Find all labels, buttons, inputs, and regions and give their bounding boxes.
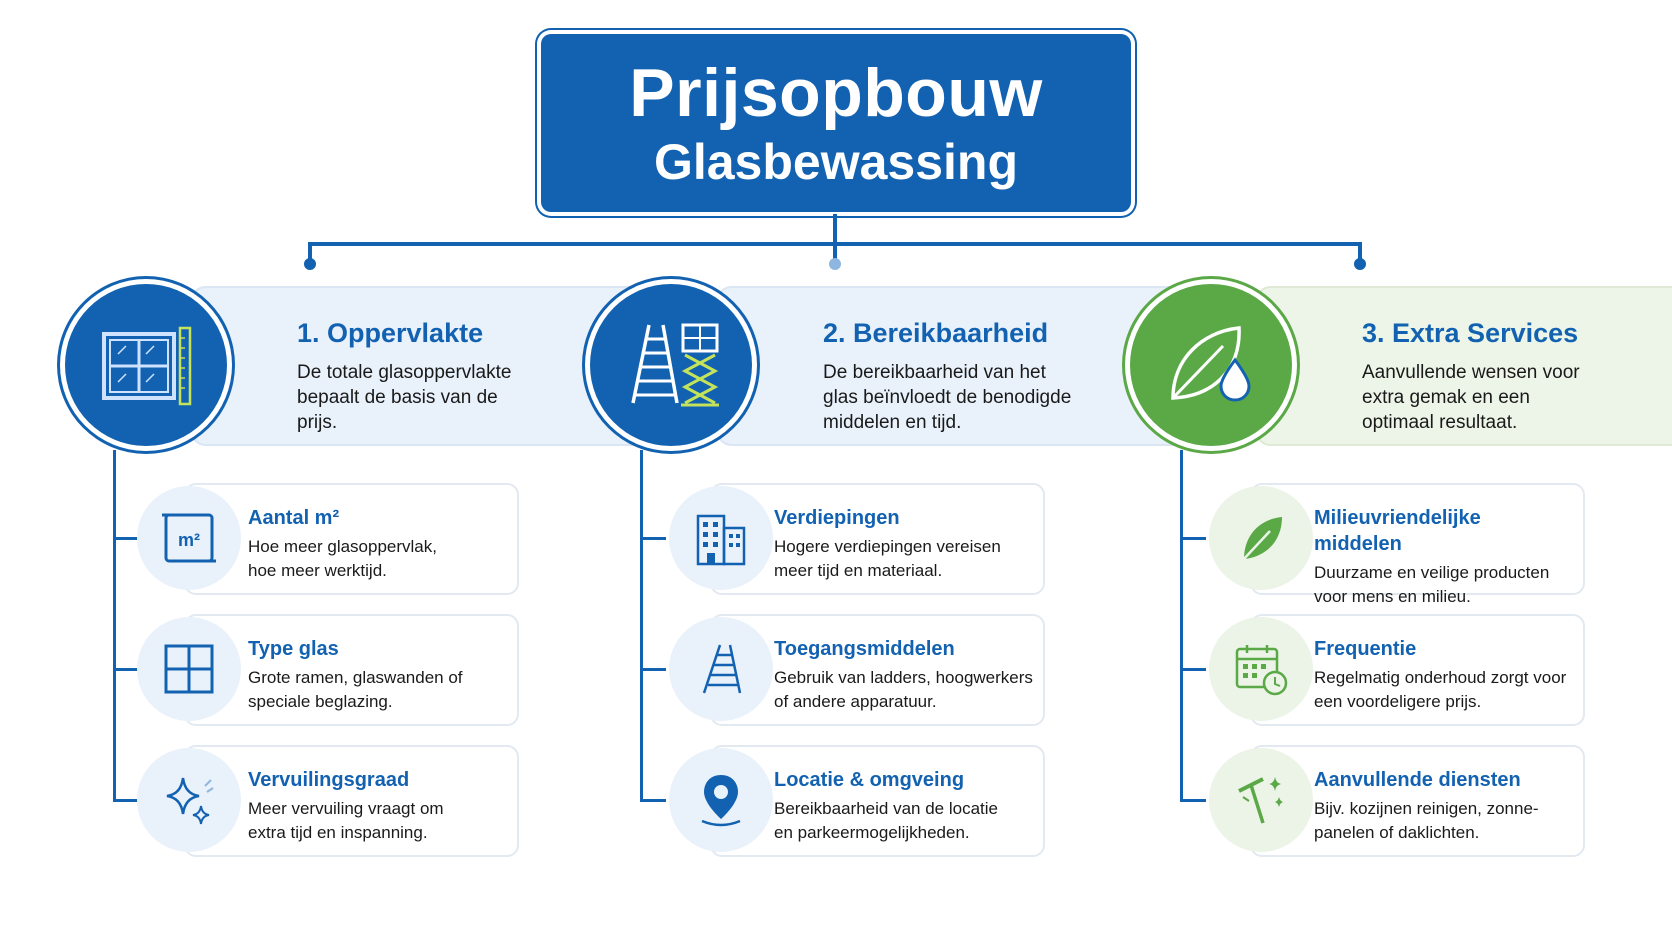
title-box (541, 34, 1131, 212)
item-description: Bereikbaarheid van de locatie en parkeermogelijkheden. (774, 799, 998, 842)
item-title: Milieuvriendelijke middelen (1314, 507, 1481, 555)
window-ruler-icon (65, 284, 227, 446)
location-pin-icon (669, 748, 773, 852)
item-title: Frequentie (1314, 638, 1417, 660)
branch-stub (1180, 537, 1206, 540)
squeegee-icon (1209, 748, 1313, 852)
column-1-description: De totale glasoppervlakte bepaalt de basis van de prijs. (297, 362, 512, 433)
item-title: Vervuilingsgraad (248, 769, 410, 791)
column-3-branch (1180, 450, 1183, 802)
connector-dot-3 (1354, 258, 1366, 270)
column-2-title: 2. Bereikbaarheid (823, 318, 1049, 348)
item-description: Hogere verdiepingen vereisen meer tijd en materiaal. (774, 537, 1001, 580)
column-2-header-card (716, 286, 1196, 446)
column-3-description: Aanvullende wensen voor extra gemak en een optimaal resultaat. (1362, 362, 1580, 433)
ladder-icon (669, 617, 773, 721)
square-meter-icon (137, 486, 241, 590)
connector-dot-1 (304, 258, 316, 270)
sparkle-icon (137, 748, 241, 852)
item-description: Bijv. kozijnen reinigen, zonne-panelen of daklichten. (1314, 799, 1539, 842)
leaf-icon (1209, 486, 1313, 590)
branch-stub (1180, 668, 1206, 671)
branch-stub (113, 668, 139, 671)
branch-stub (1180, 799, 1206, 802)
branch-stub (113, 537, 139, 540)
building-icon (669, 486, 773, 590)
column-1-branch (113, 450, 116, 802)
item-title: Locatie & omgveing (774, 769, 965, 791)
connector-vertical-top (833, 214, 837, 244)
column-3-header-card (1255, 286, 1672, 446)
square-meter-label: m² (178, 530, 200, 550)
ladder-lift-icon (590, 284, 752, 446)
branch-stub (113, 799, 139, 802)
item-description: Gebruik van ladders, hoogwerkers of andere apparatuur. (774, 668, 1033, 711)
column-3-title: 3. Extra Services (1362, 318, 1579, 348)
window-icon (137, 617, 241, 721)
item-description: Hoe meer glasoppervlak, hoe meer werktijd. (248, 537, 437, 580)
item-title: Type glas (248, 638, 339, 660)
column-2-branch (640, 450, 643, 802)
item-description: Regelmatig onderhoud zorgt voor een voordeligere prijs. (1314, 668, 1567, 711)
leaf-drop-icon (1130, 284, 1292, 446)
item-description: Meer vervuiling vraagt om extra tijd en inspanning. (248, 799, 444, 842)
item-description: Grote ramen, glaswanden of speciale beglazing. (248, 668, 463, 711)
item-title: Aantal m² (248, 507, 340, 529)
page-subtitle: Glasbewassing (653, 134, 1019, 190)
branch-stub (640, 799, 666, 802)
item-title: Verdiepingen (774, 507, 900, 529)
item-description: Duurzame en veilige producten voor mens en milieu. (1314, 563, 1550, 606)
connector-dot-2 (829, 258, 841, 270)
item-title: Toegangsmiddelen (774, 638, 955, 660)
branch-stub (640, 668, 666, 671)
calendar-clock-icon (1209, 617, 1313, 721)
column-2-description: De bereikbaarheid van het glas beïnvloedt de benodigde middelen en tijd. (823, 362, 1072, 433)
branch-stub (640, 537, 666, 540)
column-1-title: 1. Oppervlakte (297, 318, 484, 348)
item-title: Aanvullende diensten (1314, 769, 1521, 791)
page-title: Prijsopbouw (629, 55, 1043, 131)
